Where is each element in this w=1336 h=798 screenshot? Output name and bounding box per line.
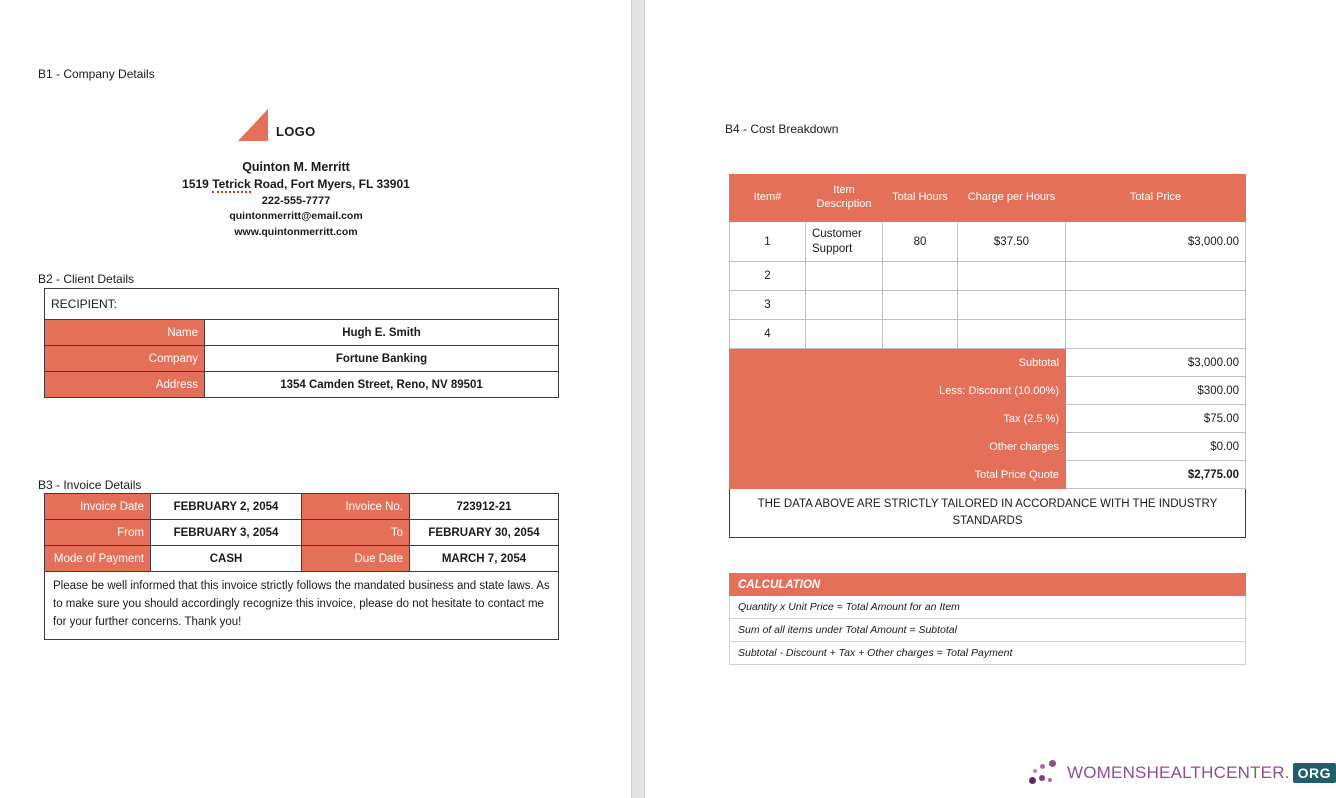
column-header-item-description bbox=[806, 175, 883, 222]
table-row bbox=[730, 619, 1246, 642]
page-split-divider bbox=[631, 0, 645, 798]
dots-icon bbox=[1025, 758, 1067, 788]
mode-of-payment-label: Mode of Payment bbox=[45, 546, 151, 572]
client-details-table bbox=[44, 288, 559, 398]
invoice-no-label: Invoice No. bbox=[302, 494, 410, 520]
total-price-quote-label: Total Price Quote bbox=[730, 461, 1066, 489]
table-row bbox=[730, 291, 1246, 320]
client-name-label: Name bbox=[45, 320, 205, 346]
cost-breakdown-table bbox=[729, 174, 1246, 538]
client-company-value[interactable]: Fortune Banking bbox=[205, 346, 559, 372]
table-header-row bbox=[730, 175, 1246, 222]
discount-label: Less: Discount (10.00%) bbox=[730, 377, 1066, 405]
logo-label: LOGO bbox=[276, 124, 316, 139]
section-label-cost-breakdown: B4 - Cost Breakdown bbox=[725, 122, 839, 136]
row-1-item-number: 1 bbox=[730, 222, 806, 262]
company-logo bbox=[238, 105, 378, 141]
row-2-total-hours[interactable] bbox=[883, 262, 958, 291]
row-3-charge-per-hour[interactable] bbox=[958, 291, 1066, 320]
company-address bbox=[146, 176, 446, 193]
invoice-date-value[interactable]: FEBRUARY 2, 2054 bbox=[151, 494, 302, 520]
client-name-value[interactable]: Hugh E. Smith bbox=[205, 320, 559, 346]
recipient-label: RECIPIENT: bbox=[45, 289, 559, 320]
calculation-title: CALCULATION bbox=[730, 574, 1246, 596]
cost-breakdown-footnote: THE DATA ABOVE ARE STRICTLY TAILORED IN ACCORDANCE WITH THE INDUSTRY STANDARDS bbox=[730, 489, 1246, 538]
table-row bbox=[730, 262, 1246, 291]
table-row bbox=[730, 377, 1246, 405]
column-header-item-number: Item# bbox=[730, 175, 806, 222]
invoice-to-label: To bbox=[302, 520, 410, 546]
row-3-total-hours[interactable] bbox=[883, 291, 958, 320]
subtotal-value: $3,000.00 bbox=[1066, 349, 1246, 377]
row-1-total-price[interactable]: $3,000.00 bbox=[1066, 222, 1246, 262]
table-row bbox=[730, 349, 1246, 377]
table-header-row bbox=[730, 574, 1246, 596]
row-2-charge-per-hour[interactable] bbox=[958, 262, 1066, 291]
row-2-description[interactable] bbox=[806, 262, 883, 291]
invoice-details-table bbox=[44, 493, 559, 640]
triangle-logo-icon bbox=[238, 109, 268, 141]
row-1-description[interactable]: Customer Support bbox=[806, 222, 883, 262]
invoice-to-value[interactable]: FEBRUARY 30, 2054 bbox=[410, 520, 559, 546]
invoice-from-value[interactable]: FEBRUARY 3, 2054 bbox=[151, 520, 302, 546]
subtotal-label: Subtotal bbox=[730, 349, 1066, 377]
company-phone: 222-555-7777 bbox=[261, 194, 331, 207]
table-row bbox=[45, 546, 559, 572]
calculation-line-2: Sum of all items under Total Amount = Subtotal bbox=[730, 619, 1246, 642]
table-row bbox=[45, 346, 559, 372]
table-row bbox=[730, 222, 1246, 262]
watermark-wordmark: WOMENSHEALTHCENTER. bbox=[1067, 763, 1290, 782]
table-row bbox=[730, 489, 1246, 538]
table-row bbox=[45, 289, 559, 320]
discount-value: $300.00 bbox=[1066, 377, 1246, 405]
table-row bbox=[45, 372, 559, 398]
tax-label: Tax (2.5 %) bbox=[730, 405, 1066, 433]
row-4-charge-per-hour[interactable] bbox=[958, 320, 1066, 349]
due-date-label: Due Date bbox=[302, 546, 410, 572]
item-desc-line2: Description bbox=[816, 198, 872, 210]
row-2-item-number: 2 bbox=[730, 262, 806, 291]
address-prefix: 1519 bbox=[182, 177, 213, 192]
row-3-item-number: 3 bbox=[730, 291, 806, 320]
watermark-org-badge: ORG bbox=[1293, 763, 1336, 783]
address-misspelled-word: Tetrick bbox=[212, 177, 251, 192]
company-info-block bbox=[146, 158, 446, 240]
row-4-description[interactable] bbox=[806, 320, 883, 349]
row-1-charge-per-hour[interactable]: $37.50 bbox=[958, 222, 1066, 262]
mode-of-payment-value[interactable]: CASH bbox=[151, 546, 302, 572]
invoice-from-label: From bbox=[45, 520, 151, 546]
address-suffix: Road, Fort Myers, FL 33901 bbox=[250, 177, 410, 192]
column-header-total-price: Total Price bbox=[1066, 175, 1246, 222]
due-date-value[interactable]: MARCH 7, 2054 bbox=[410, 546, 559, 572]
column-header-charge-per-hours: Charge per Hours bbox=[958, 175, 1066, 222]
calculation-table bbox=[729, 573, 1246, 665]
table-row bbox=[45, 520, 559, 546]
other-charges-label: Other charges bbox=[730, 433, 1066, 461]
invoice-no-value[interactable]: 723912-21 bbox=[410, 494, 559, 520]
row-3-total-price[interactable] bbox=[1066, 291, 1246, 320]
table-row bbox=[730, 433, 1246, 461]
row-1-total-hours[interactable]: 80 bbox=[883, 222, 958, 262]
section-label-client-details: B2 - Client Details bbox=[38, 272, 135, 286]
company-name: Quinton M. Merritt bbox=[242, 160, 350, 174]
table-row bbox=[45, 320, 559, 346]
table-row bbox=[730, 405, 1246, 433]
row-4-item-number: 4 bbox=[730, 320, 806, 349]
table-row bbox=[730, 596, 1246, 619]
calculation-line-1: Quantity x Unit Price = Total Amount for an Item bbox=[730, 596, 1246, 619]
site-watermark-logo bbox=[1025, 756, 1336, 790]
table-row bbox=[730, 461, 1246, 489]
calculation-line-3: Subtotal - Discount + Tax + Other charges = Total Payment bbox=[730, 642, 1246, 665]
table-row bbox=[730, 642, 1246, 665]
client-address-label: Address bbox=[45, 372, 205, 398]
total-price-quote-value: $2,775.00 bbox=[1066, 461, 1246, 489]
company-website: www.quintonmerritt.com bbox=[234, 225, 358, 238]
row-2-total-price[interactable] bbox=[1066, 262, 1246, 291]
tax-value: $75.00 bbox=[1066, 405, 1246, 433]
column-header-total-hours: Total Hours bbox=[883, 175, 958, 222]
item-desc-line1: Item bbox=[833, 184, 855, 197]
invoice-date-label: Invoice Date bbox=[45, 494, 151, 520]
row-4-total-hours[interactable] bbox=[883, 320, 958, 349]
table-row bbox=[730, 320, 1246, 349]
table-row bbox=[45, 494, 559, 520]
client-company-label: Company bbox=[45, 346, 205, 372]
client-address-value[interactable]: 1354 Camden Street, Reno, NV 89501 bbox=[205, 372, 559, 398]
section-label-invoice-details: B3 - Invoice Details bbox=[38, 478, 142, 492]
row-4-total-price[interactable] bbox=[1066, 320, 1246, 349]
table-row bbox=[45, 572, 559, 640]
other-charges-value: $0.00 bbox=[1066, 433, 1246, 461]
row-3-description[interactable] bbox=[806, 291, 883, 320]
invoice-note: Please be well informed that this invoice strictly follows the mandated business and state laws. As to make sure you should accordingly recognize this invoice, please do not hesitate to contact me for your further concerns. Thank you! bbox=[45, 572, 559, 640]
company-email: quintonmerritt@email.com bbox=[229, 210, 363, 223]
section-label-company-details: B1 - Company Details bbox=[38, 67, 155, 81]
